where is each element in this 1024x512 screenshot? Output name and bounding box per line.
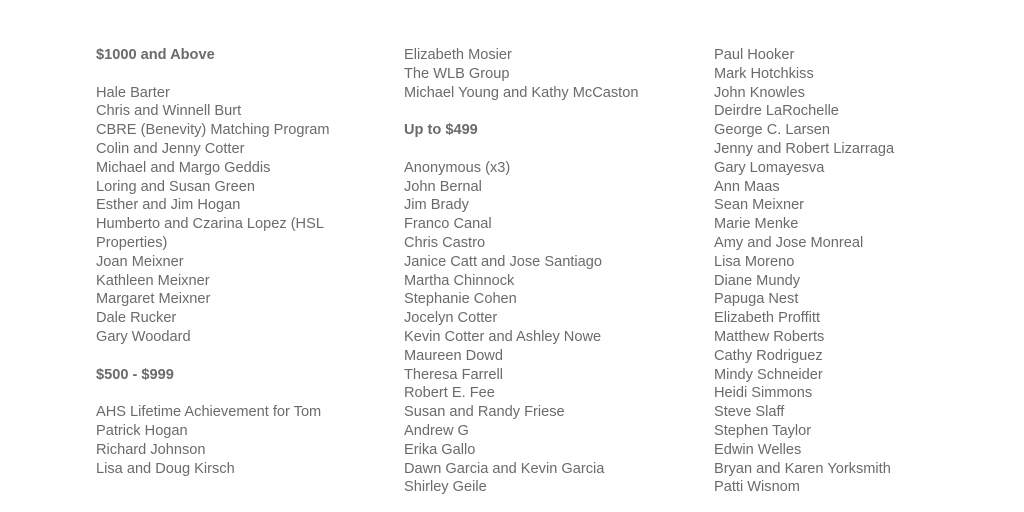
donor-name: Theresa Farrell — [404, 366, 503, 383]
donor-name: Richard Johnson — [96, 441, 206, 458]
donor-name: Lisa and Doug Kirsch — [96, 460, 235, 477]
section-spacer — [404, 140, 674, 159]
donor-name: Steve Slaff — [714, 404, 785, 421]
donor-name: Deirdre LaRochelle — [714, 103, 839, 120]
donor-name: Gary Woodard — [96, 328, 191, 345]
donor-name: Patti Wisnom — [714, 479, 800, 496]
donor-name: Chris Castro — [404, 234, 486, 251]
donor-column-2 — [404, 46, 674, 497]
donor-name: Janice Catt and Jose Santiago — [404, 253, 602, 270]
donor-name: Jocelyn Cotter — [404, 310, 498, 327]
donor-name: Michael and Margo Geddis — [96, 159, 271, 176]
donor-name: Loring and Susan Green — [96, 178, 256, 195]
section-spacer — [96, 347, 366, 366]
donor-name: Hale Barter — [96, 84, 170, 101]
donor-list — [96, 403, 366, 478]
donor-name: Humberto and Czarina Lopez (HSL Properties) — [96, 216, 324, 251]
donor-name: Dawn Garcia and Kevin Garcia — [404, 460, 605, 477]
donor-name: Joan Meixner — [96, 253, 184, 270]
donor-name: Susan and Randy Friese — [404, 404, 565, 421]
donor-name: Stephen Taylor — [714, 422, 812, 439]
donor-name: Heidi Simmons — [714, 385, 813, 402]
donor-name: Diane Mundy — [714, 272, 800, 289]
donor-name: Elizabeth Proffitt — [714, 310, 820, 327]
donor-name: The WLB Group — [404, 65, 510, 82]
donor-name: Esther and Jim Hogan — [96, 197, 241, 214]
donor-name: George C. Larsen — [714, 122, 831, 139]
donor-list — [96, 84, 366, 347]
section-spacer — [96, 384, 366, 403]
donor-name: Chris and Winnell Burt — [96, 103, 242, 120]
donor-name: Papuga Nest — [714, 291, 799, 308]
donor-column-1 — [96, 46, 366, 478]
donor-name: Mindy Schneider — [714, 366, 823, 383]
donor-list — [404, 159, 674, 497]
section-heading: $1000 and Above — [96, 47, 215, 63]
section-heading: Up to $499 — [404, 122, 478, 139]
donor-name: Stephanie Cohen — [404, 291, 517, 308]
donor-name: Maureen Dowd — [404, 347, 503, 364]
donor-name: CBRE (Benevity) Matching Program — [96, 122, 330, 139]
donor-name: Dale Rucker — [96, 310, 177, 327]
donor-name: Andrew G — [404, 422, 469, 439]
donor-name: Franco Canal — [404, 216, 492, 233]
donor-name: Gary Lomayesva — [714, 159, 825, 176]
donor-name: Paul Hooker — [714, 47, 795, 63]
donor-name: Ann Maas — [714, 178, 780, 195]
donor-name: Kathleen Meixner — [96, 272, 210, 289]
donor-name: Mark Hotchkiss — [714, 65, 814, 82]
donor-name: Erika Gallo — [404, 441, 476, 458]
donor-name: Elizabeth Mosier — [404, 47, 512, 63]
donor-name: AHS Lifetime Achievement for Tom Patrick Hogan — [96, 404, 322, 439]
donor-name: Martha Chinnock — [404, 272, 515, 289]
donor-name: Colin and Jenny Cotter — [96, 140, 245, 157]
section-heading: $500 - $999 — [96, 366, 174, 383]
donor-name: Shirley Geile — [404, 479, 487, 496]
donor-name: Sean Meixner — [714, 197, 805, 214]
donor-name: Kevin Cotter and Ashley Nowe — [404, 328, 602, 345]
donor-name: Michael Young and Kathy McCaston — [404, 84, 639, 101]
donor-name: John Knowles — [714, 84, 805, 101]
donor-name: Matthew Roberts — [714, 328, 825, 345]
donor-name: Margaret Meixner — [96, 291, 211, 308]
section-spacer — [96, 65, 366, 84]
donor-list — [404, 46, 674, 102]
donor-column-3 — [714, 46, 984, 497]
donor-name: Marie Menke — [714, 216, 799, 233]
donor-list — [714, 46, 984, 497]
donor-name: Jim Brady — [404, 197, 469, 214]
donor-name: Jenny and Robert Lizarraga — [714, 140, 895, 157]
donor-name: Amy and Jose Monreal — [714, 234, 864, 251]
donor-name: Anonymous (x3) — [404, 159, 511, 176]
donor-name: Bryan and Karen Yorksmith — [714, 460, 891, 477]
donor-name: John Bernal — [404, 178, 482, 195]
donor-name: Edwin Welles — [714, 441, 802, 458]
donor-name: Robert E. Fee — [404, 385, 495, 402]
donor-name: Lisa Moreno — [714, 253, 795, 270]
donor-name: Cathy Rodriguez — [714, 347, 823, 364]
section-spacer — [404, 102, 674, 121]
